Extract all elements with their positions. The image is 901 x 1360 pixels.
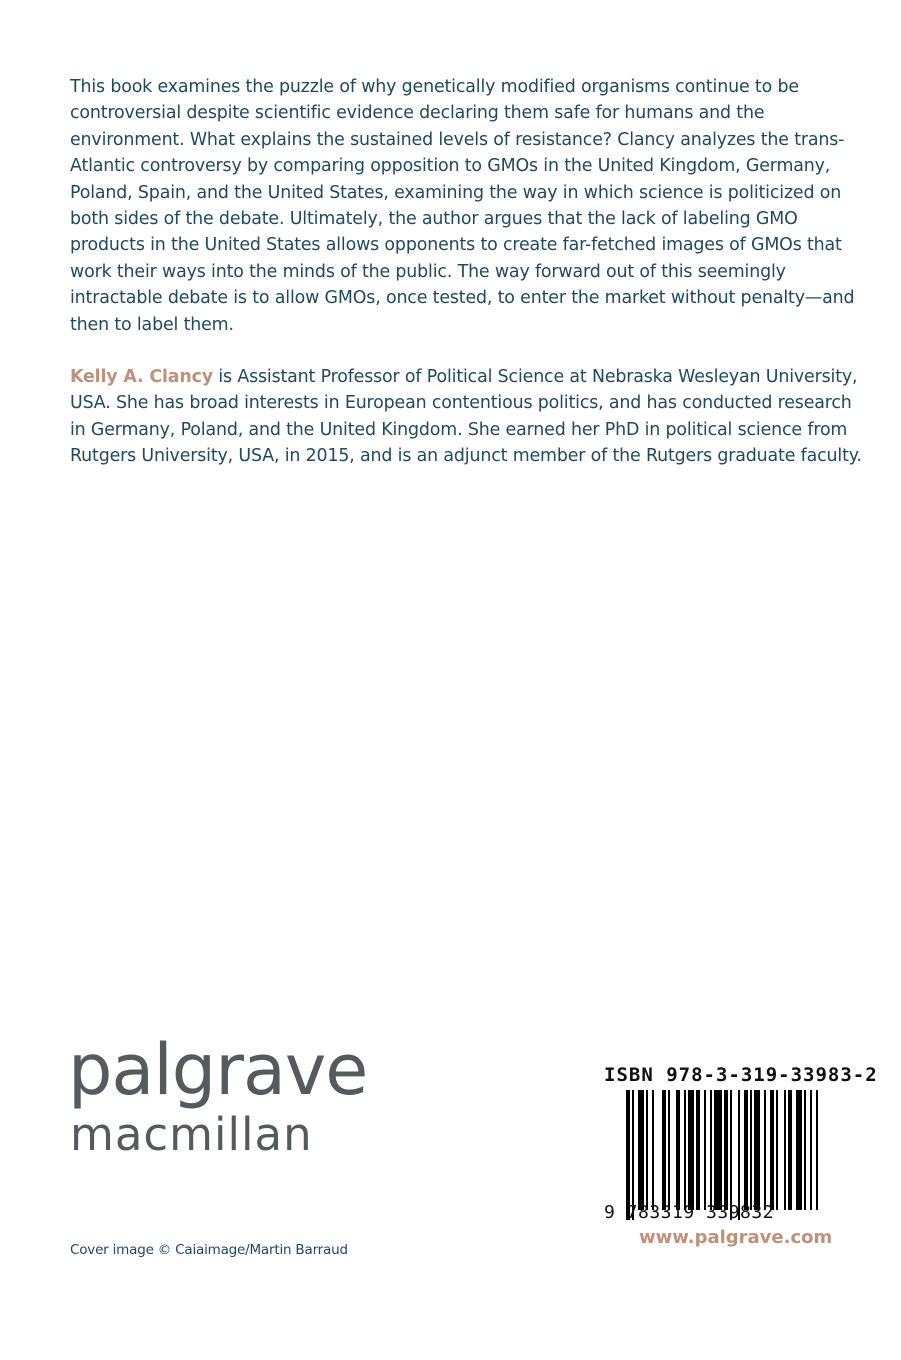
- author-name: Kelly A. Clancy: [70, 367, 213, 388]
- publisher-website: www.palgrave.com: [639, 1227, 833, 1248]
- author-bio-paragraph: [70, 364, 870, 470]
- publisher-logo-line2: macmillan: [70, 1108, 313, 1161]
- barcode-digits: 9 783319 339832: [604, 1202, 775, 1223]
- barcode-bars: [626, 1090, 844, 1210]
- cover-image-credit: Cover image © Caiaimage/Martin Barraud: [70, 1242, 348, 1258]
- isbn-barcode: [604, 1064, 878, 1223]
- description-paragraph: This book examines the puzzle of why genetically modified organisms continue to be controversial despite scientific evidence declaring them safe for humans and the environment. What explains the sustained levels of resistance? Clancy analyzes the trans-Atlantic controversy by comparing opposition to GMOs in the United Kingdom, Germany, Poland, Spain, and the United States, examining the way in which science is politicized on both sides of the debate. Ultimately, the author argues that the lack of labeling GMO products in the United States allows opponents to create far-fetched images of GMOs that work their ways into the minds of the public. The way forward out of this seemingly intractable debate is to allow GMOs, once tested, to enter the market without penalty—and then to label them.: [70, 77, 855, 335]
- publisher-logo-line1: palgrave: [68, 1029, 368, 1111]
- barcode-gap: [654, 1090, 662, 1210]
- back-cover-blurb: [70, 74, 870, 496]
- author-bio-text: is Assistant Professor of Political Science at Nebraska Wesleyan University, USA. She has broad interests in European contentious politics, and has conducted research in Germany, Poland, and the United Kingdom. She earned her PhD in political science from Rutgers University, USA, in 2015, and is an adjunct member of the Rutgers graduate faculty.: [70, 367, 862, 467]
- barcode-bar: [816, 1090, 818, 1210]
- publisher-logo: [68, 1030, 367, 1160]
- isbn-label: ISBN 978-3-319-33983-2: [604, 1064, 878, 1086]
- barcode-bar: [714, 1090, 722, 1210]
